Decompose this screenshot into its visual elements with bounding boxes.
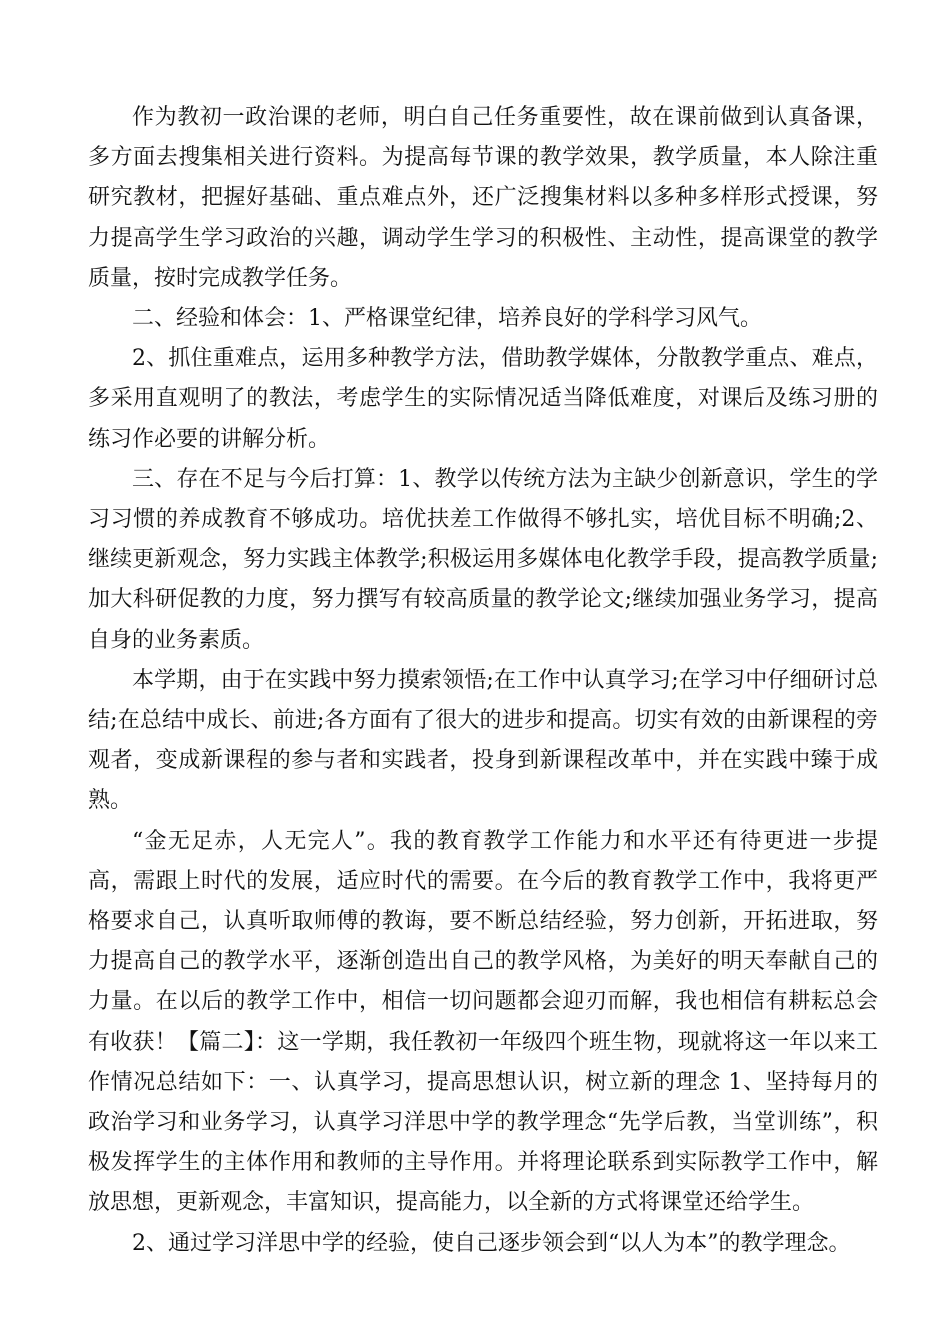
- paragraph-1: 作为教初一政治课的老师，明白自己任务重要性，故在课前做到认真备课，多方面去搜集相关进行资料。为提高每节课的教学效果，教学质量，本人除注重研究教材，把握好基础、重点难点外，还广泛搜集材料以多种多样形式授课，努力提高学生学习政治的兴趣，调动学生学习的积极性、主动性，提高课堂的教学质量，按时完成教学任务。: [88, 105, 878, 291]
- paragraph-5: 本学期，由于在实践中努力摸索领悟;在工作中认真学习;在学习中仔细研讨总结;在总结中成长、前进;各方面有了很大的进步和提高。切实有效的由新课程的旁观者，变成新课程的参与者和实践者，投身到新课程改革中，并在实践中臻于成熟。: [88, 667, 878, 814]
- document-body: [88, 98, 878, 1264]
- paragraph-2: 二、经验和体会：1、严格课堂纪律，培养良好的学科学习风气。: [132, 306, 762, 332]
- paragraph-4: 三、存在不足与今后打算：1、教学以传统方法为主缺少创新意识，学生的学习习惯的养成教育不够成功。培优扶差工作做得不够扎实，培优目标不明确;2、继续更新观念，努力实践主体教学;积极运用多媒体电化教学手段，提高教学质量;加大科研促教的力度，努力撰写有较高质量的教学论文;继续加强业务学习，提高自身的业务素质。: [88, 466, 878, 653]
- paragraph-6: “金无足赤，人无完人”。我的教育教学工作能力和水平还有待更进一步提高，需跟上时代的发展，适应时代的需要。在今后的教育教学工作中，我将更严格要求自己，认真听取师傅的教诲，要不断总结经验，努力创新，开拓进取，努力提高自己的教学水平，逐渐创造出自己的教学风格，为美好的明天奉献自己的力量。在以后的教学工作中，相信一切问题都会迎刃而解，我也相信有耕耘总会有收获！【篇二】：这一学期，我任教初一年级四个班生物，现就将这一年以来工作情况总结如下：一、认真学习，提高思想认识，树立新的理念 1、坚持每月的政治学习和业务学习，认真学习洋思中学的教学理念“先学后教，当堂训练”，积极发挥学生的主体作用和教师的主导作用。并将理论联系到实际教学工作中，解放思想，更新观念，丰富知识，提高能力，以全新的方式将课堂还给学生。: [88, 828, 878, 1216]
- paragraph-3: 2、抓住重难点，运用多种教学方法，借助教学媒体，分散教学重点、难点，多采用直观明了的教法，考虑学生的实际情况适当降低难度，对课后及练习册的练习作必要的讲解分析。: [88, 346, 878, 452]
- paragraph-7: 2、通过学习洋思中学的经验，使自己逐步领会到“以人为本”的教学理念。: [132, 1230, 851, 1256]
